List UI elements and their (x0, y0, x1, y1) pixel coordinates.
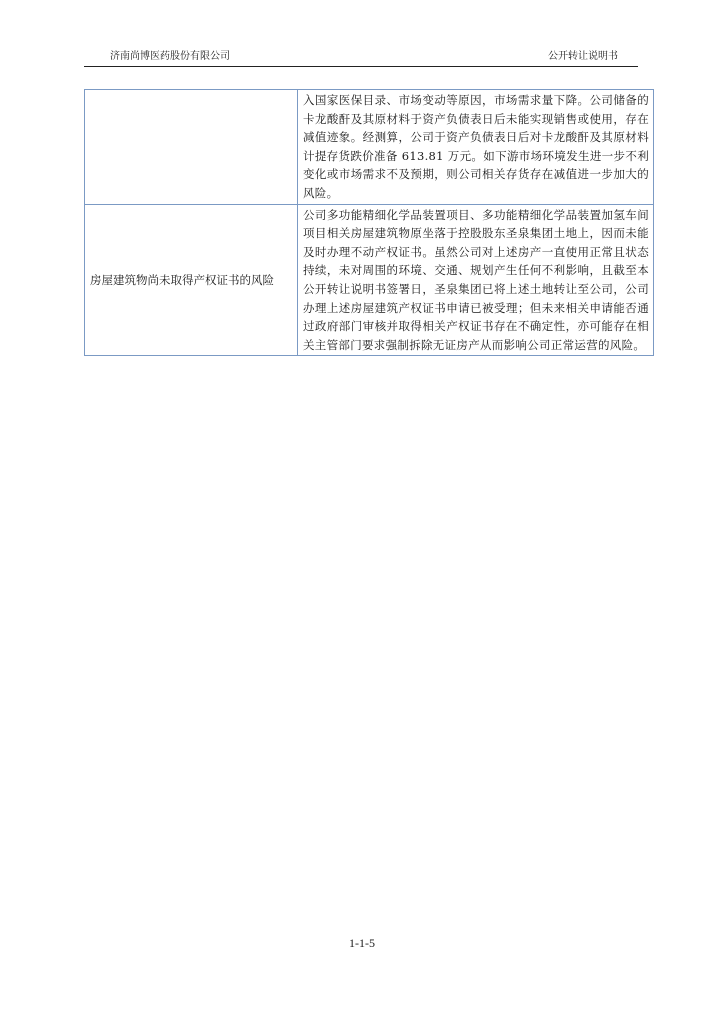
page-number: 1-1-5 (349, 936, 375, 950)
risk-table (84, 89, 654, 356)
table-row (85, 90, 654, 205)
table-row (85, 204, 654, 356)
document-title: 公开转让说明书 (548, 51, 618, 62)
risk-name-cell (85, 90, 298, 205)
risk-name-cell: 房屋建筑物尚未取得产权证书的风险 (85, 204, 298, 356)
page-header (84, 48, 638, 67)
risk-description-cell: 入国家医保目录、市场变动等原因，市场需求量下降。公司储备的卡龙酸酐及其原材料于资产负债表日后未能实现销售或使用，存在减值迹象。经测算，公司于资产负债表日后对卡龙酸酐及其原材料计提存货跌价准备 613.81 万元。如下游市场环境发生进一步不利变化或市场需求不及预期，则公司相关存货存在减值进一步加大的风险。 (298, 90, 654, 205)
risk-description-cell: 公司多功能精细化学品装置项目、多功能精细化学品装置加氢车间项目相关房屋建筑物原坐落于控股股东圣泉集团土地上，因而未能及时办理不动产权证书。虽然公司对上述房产一直使用正常且状态持续，未对周围的环境、交通、规划产生任何不利影响，且截至本公开转让说明书签署日，圣泉集团已将上述土地转让至公司，公司办理上述房屋建筑产权证书申请已被受理；但未来相关申请能否通过政府部门审核并取得相关产权证书存在不确定性，亦可能存在相关主管部门要求强制拆除无证房产从而影响公司正常运营的风险。 (298, 204, 654, 356)
company-name: 济南尚博医药股份有限公司 (110, 51, 230, 62)
